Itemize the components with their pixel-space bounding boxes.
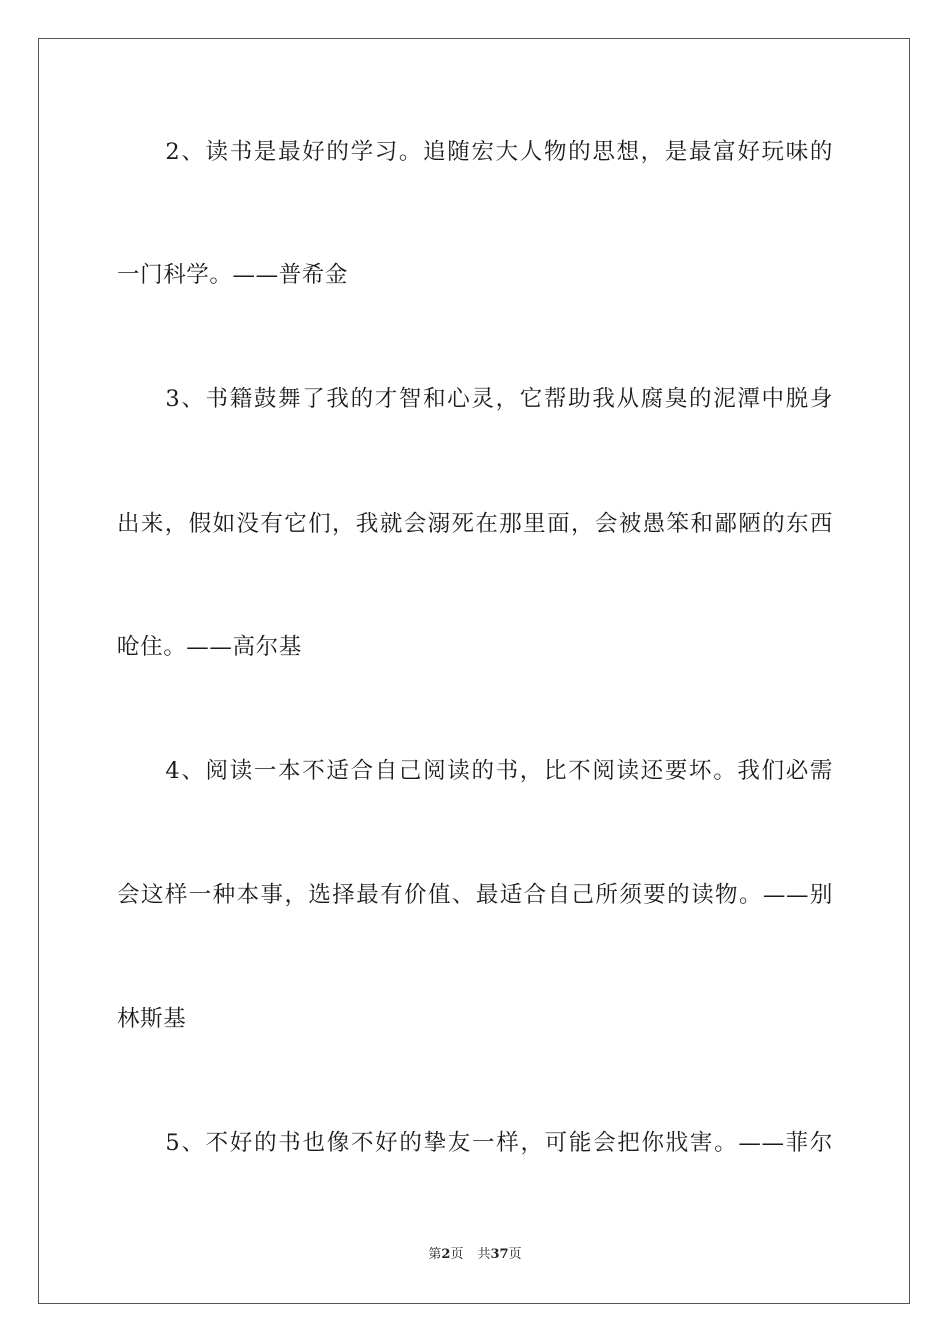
page-footer bbox=[0, 1246, 950, 1264]
body-text-line: 林斯基 bbox=[117, 1006, 187, 1032]
page-border bbox=[38, 38, 910, 1304]
page-prefix: 第 bbox=[428, 1247, 442, 1262]
body-text-line: 一门科学。——普希金 bbox=[117, 262, 349, 288]
page-number: 2 bbox=[441, 1247, 451, 1262]
body-text-line: 4、阅读一本不适合自己阅读的书，比不阅读还要坏。我们必需 bbox=[117, 758, 833, 784]
body-text-line: 3、书籍鼓舞了我的才智和心灵，它帮助我从腐臭的泥潭中脱身 bbox=[117, 386, 833, 412]
body-text-line: 5、不好的书也像不好的挚友一样，可能会把你戕害。——菲尔 bbox=[117, 1130, 833, 1156]
body-text-line: 出来，假如没有它们，我就会溺死在那里面，会被愚笨和鄙陋的东西 bbox=[117, 511, 833, 537]
total-pages: 37 bbox=[490, 1247, 509, 1262]
body-text-line: 2、读书是最好的学习。追随宏大人物的思想，是最富好玩味的 bbox=[117, 139, 833, 165]
body-text-line: 会这样一种本事，选择最有价值、最适合自己所须要的读物。——别 bbox=[117, 882, 833, 908]
total-prefix: 共 bbox=[477, 1247, 491, 1262]
page-suffix: 页 bbox=[450, 1247, 464, 1262]
body-text-line: 呛住。——高尔基 bbox=[117, 634, 302, 660]
total-suffix: 页 bbox=[508, 1247, 522, 1262]
